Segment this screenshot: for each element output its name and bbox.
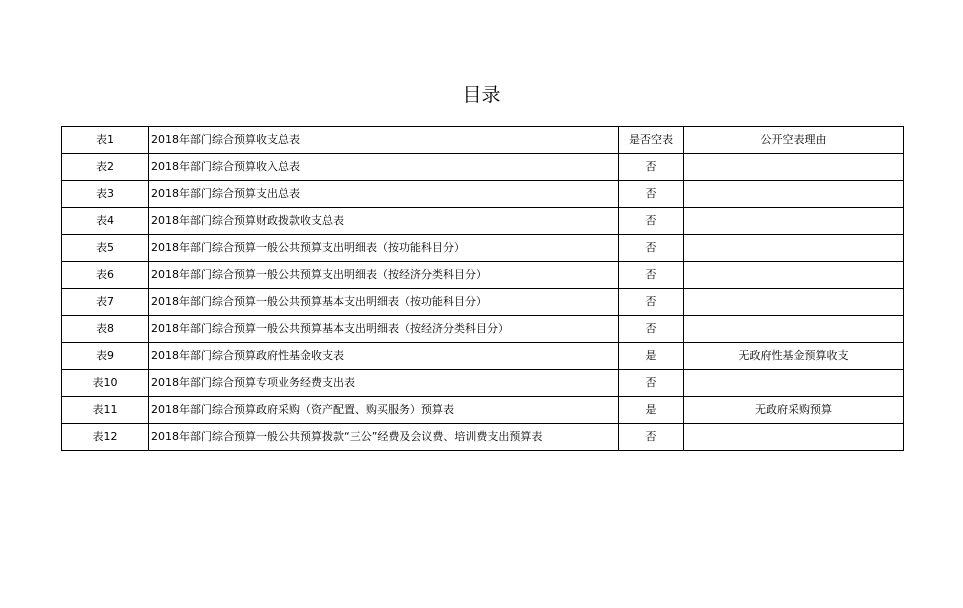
table-name-cell: 2018年部门综合预算专项业务经费支出表 <box>149 370 619 397</box>
table-number-cell: 表12 <box>62 424 149 451</box>
is-empty-cell: 否 <box>619 181 684 208</box>
empty-reason-cell: 无政府性基金预算收支 <box>684 343 904 370</box>
table-row <box>62 262 904 289</box>
table-row <box>62 397 904 424</box>
table-name-cell: 2018年部门综合预算政府采购（资产配置、购买服务）预算表 <box>149 397 619 424</box>
table-number-cell: 表7 <box>62 289 149 316</box>
table-number-cell: 表4 <box>62 208 149 235</box>
empty-reason-cell <box>684 424 904 451</box>
table-number-cell: 表10 <box>62 370 149 397</box>
empty-reason-cell <box>684 289 904 316</box>
table-row <box>62 316 904 343</box>
table-number-cell: 表8 <box>62 316 149 343</box>
table-row <box>62 154 904 181</box>
table-number-cell: 表11 <box>62 397 149 424</box>
table-name-cell: 2018年部门综合预算一般公共预算基本支出明细表（按经济分类科目分） <box>149 316 619 343</box>
empty-reason-cell <box>684 262 904 289</box>
table-name-cell: 2018年部门综合预算支出总表 <box>149 181 619 208</box>
page-title: 目录 <box>462 84 501 106</box>
table-name-cell: 2018年部门综合预算财政拨款收支总表 <box>149 208 619 235</box>
empty-reason-cell <box>684 235 904 262</box>
table-header-row <box>62 127 904 154</box>
is-empty-cell: 否 <box>619 208 684 235</box>
is-empty-cell: 否 <box>619 424 684 451</box>
empty-reason-cell <box>684 154 904 181</box>
table-row <box>62 235 904 262</box>
table-row <box>62 208 904 235</box>
empty-reason-cell <box>684 208 904 235</box>
is-empty-cell: 否 <box>619 262 684 289</box>
empty-reason-cell <box>684 316 904 343</box>
table-body <box>62 127 904 451</box>
table-of-contents <box>61 126 904 451</box>
is-empty-cell: 否 <box>619 370 684 397</box>
header-is-empty: 是否空表 <box>619 127 684 154</box>
header-table-name: 2018年部门综合预算收支总表 <box>149 127 619 154</box>
table-number-cell: 表9 <box>62 343 149 370</box>
table-name-cell: 2018年部门综合预算一般公共预算支出明细表（按经济分类科目分） <box>149 262 619 289</box>
table-row <box>62 424 904 451</box>
table-name-cell: 2018年部门综合预算政府性基金收支表 <box>149 343 619 370</box>
empty-reason-cell <box>684 181 904 208</box>
is-empty-cell: 是 <box>619 343 684 370</box>
is-empty-cell: 否 <box>619 316 684 343</box>
table-name-cell: 2018年部门综合预算一般公共预算基本支出明细表（按功能科目分） <box>149 289 619 316</box>
header-table-number: 表1 <box>62 127 149 154</box>
table-name-cell: 2018年部门综合预算一般公共预算支出明细表（按功能科目分） <box>149 235 619 262</box>
empty-reason-cell <box>684 370 904 397</box>
table-name-cell: 2018年部门综合预算收入总表 <box>149 154 619 181</box>
header-empty-reason: 公开空表理由 <box>684 127 904 154</box>
table-row <box>62 289 904 316</box>
is-empty-cell: 是 <box>619 397 684 424</box>
table-number-cell: 表5 <box>62 235 149 262</box>
is-empty-cell: 否 <box>619 289 684 316</box>
table-name-cell: 2018年部门综合预算一般公共预算拨款“三公”经费及会议费、培训费支出预算表 <box>149 424 619 451</box>
table-row <box>62 343 904 370</box>
empty-reason-cell: 无政府采购预算 <box>684 397 904 424</box>
table-number-cell: 表3 <box>62 181 149 208</box>
table-row <box>62 370 904 397</box>
is-empty-cell: 否 <box>619 235 684 262</box>
table-number-cell: 表2 <box>62 154 149 181</box>
table-number-cell: 表6 <box>62 262 149 289</box>
is-empty-cell: 否 <box>619 154 684 181</box>
table-row <box>62 181 904 208</box>
